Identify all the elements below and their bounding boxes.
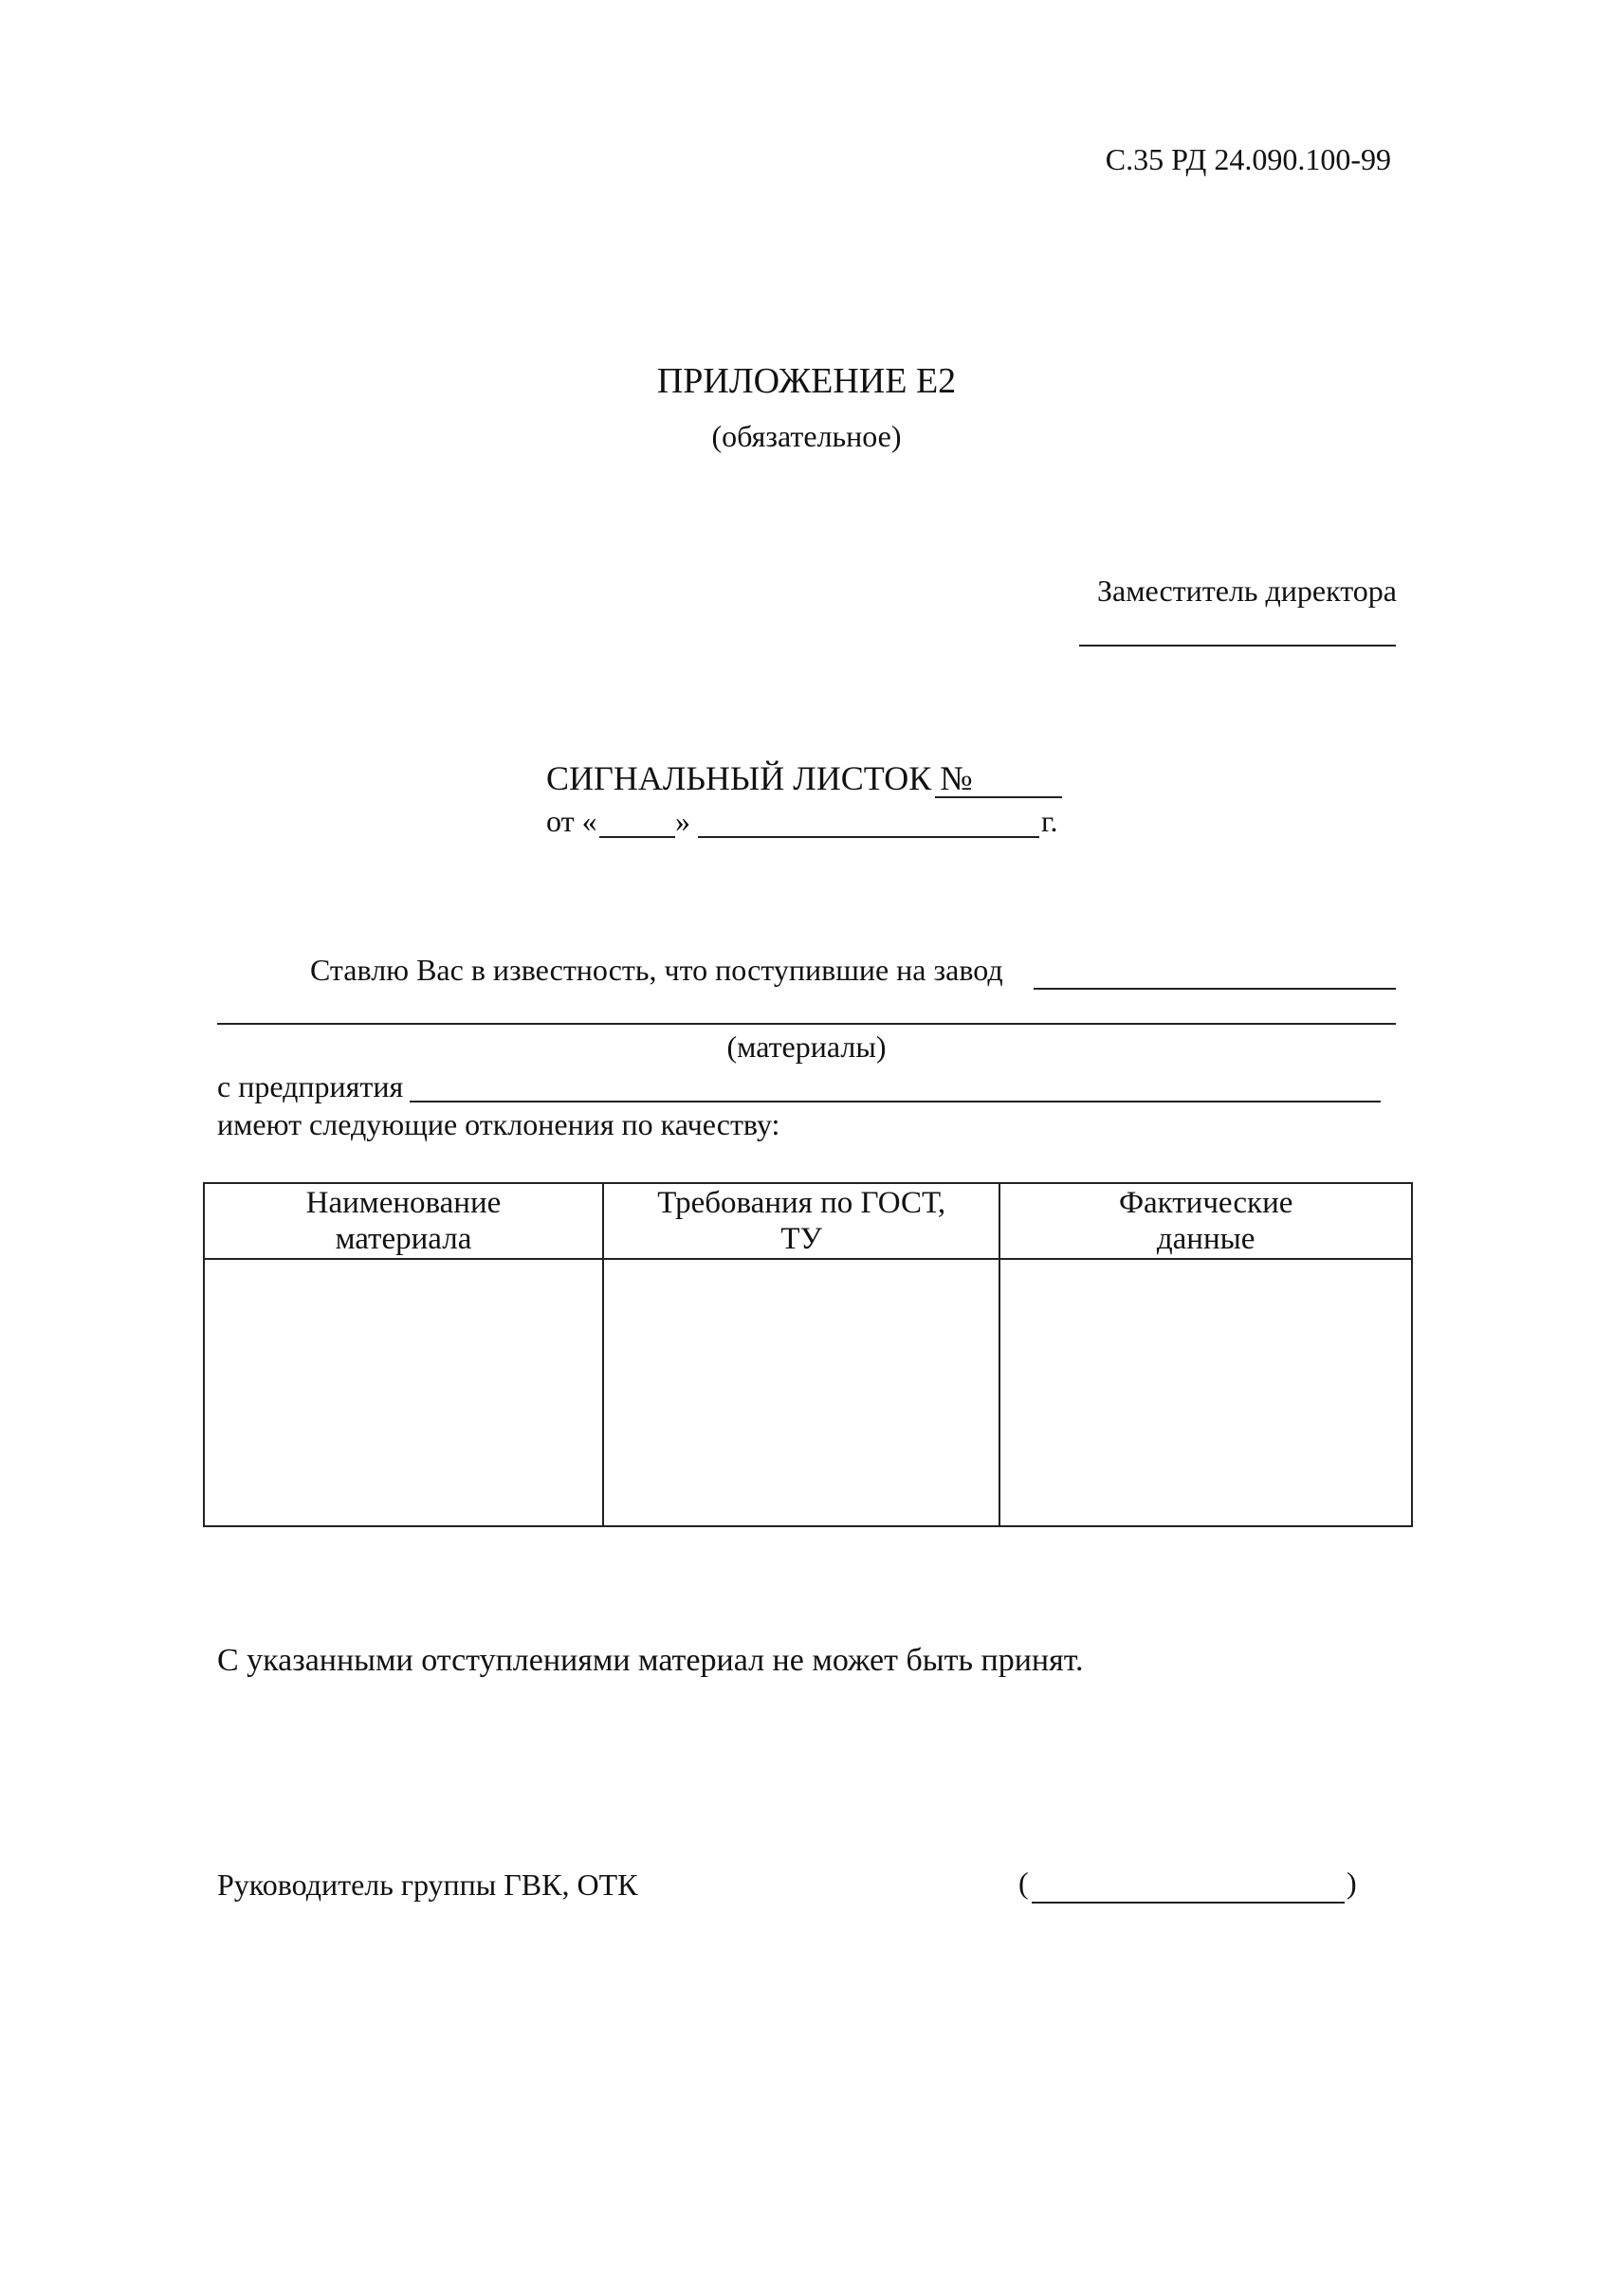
table-header-row xyxy=(204,1183,1412,1259)
signature-open-paren: ( xyxy=(1018,1866,1029,1900)
signature-line xyxy=(1032,1902,1345,1904)
signature-close-paren: ) xyxy=(1347,1866,1357,1900)
date-suffix: г. xyxy=(1041,804,1058,838)
table-cell[interactable] xyxy=(999,1259,1412,1526)
table-cell[interactable] xyxy=(603,1259,999,1526)
materials-line xyxy=(217,1023,1396,1025)
page-header: С.35 РД 24.090.100-99 xyxy=(1105,142,1391,176)
conclusion-text: С указанными отступлениями материал не может быть принят. xyxy=(217,1643,1084,1678)
approval-signature-line xyxy=(1079,645,1396,647)
table-cell[interactable] xyxy=(204,1259,603,1526)
date-month-line xyxy=(698,836,1039,838)
column-header-material-name: Наименование материала xyxy=(204,1183,603,1259)
approval-position: Заместитель директора xyxy=(1096,574,1397,608)
column-header-requirements: Требования по ГОСТ, ТУ xyxy=(603,1183,999,1259)
materials-caption: (материалы) xyxy=(726,1030,887,1064)
date-mid: » xyxy=(675,804,690,838)
column-header-actual-data: Фактические данные xyxy=(999,1183,1412,1259)
form-title: СИГНАЛЬНЫЙ ЛИСТОК № xyxy=(546,759,973,797)
intro-text: Ставлю Вас в известность, что поступившие на завод xyxy=(310,953,1003,987)
signature-role: Руководитель группы ГВК, ОТК xyxy=(217,1868,638,1902)
enterprise-line xyxy=(410,1101,1381,1102)
appendix-title: ПРИЛОЖЕНИЕ Е2 xyxy=(656,361,957,401)
date-day-line xyxy=(599,836,675,838)
factory-line xyxy=(1034,988,1396,990)
appendix-subtitle: (обязательное) xyxy=(711,419,902,453)
deviations-table xyxy=(203,1182,1413,1527)
form-number-line xyxy=(935,796,1062,798)
from-enterprise-label: с предприятия xyxy=(217,1069,404,1103)
date-prefix: от « xyxy=(546,804,597,838)
table-row xyxy=(204,1259,1412,1526)
deviations-text: имеют следующие отклонения по качеству: xyxy=(217,1107,780,1141)
